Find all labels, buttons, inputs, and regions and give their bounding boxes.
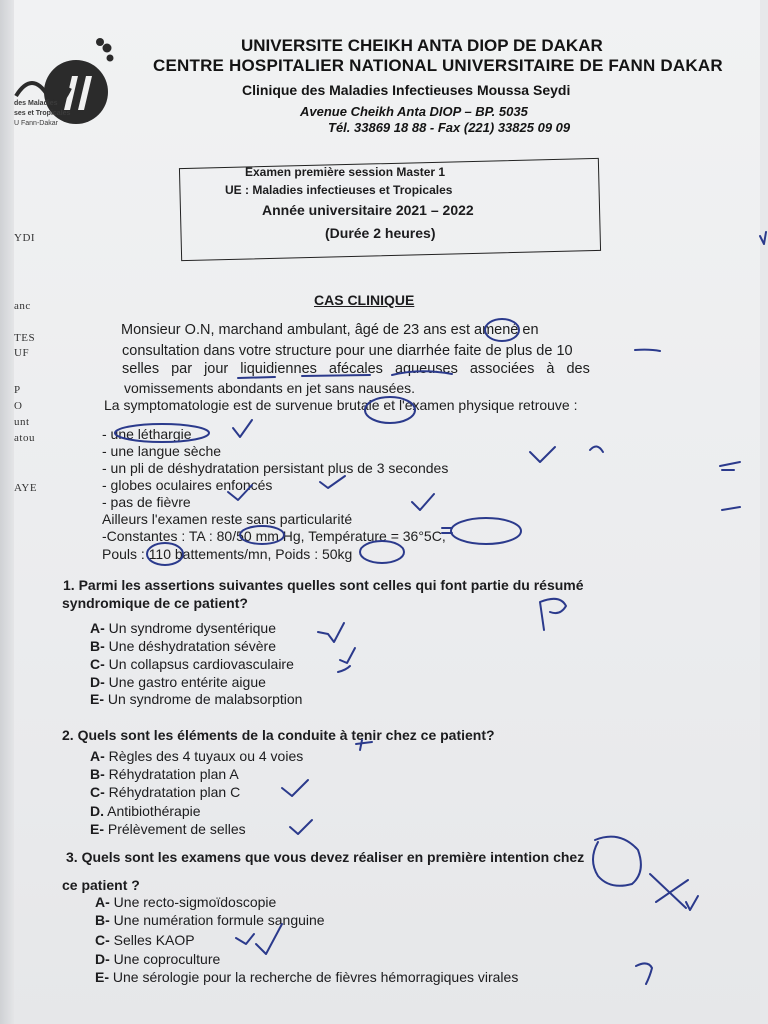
- case-intro: La symptomatologie est de survenue brutale et l'examen physique retrouve :: [104, 397, 578, 413]
- side-fragment: O: [14, 400, 23, 412]
- q1-option-e: E- Un syndrome de malabsorption: [90, 691, 303, 707]
- side-fragment: anc: [14, 300, 31, 312]
- finding-item: - globes oculaires enfoncés: [102, 477, 273, 493]
- margin-mark: [760, 232, 766, 244]
- contact: Tél. 33869 18 88 - Fax (221) 33825 09 09: [328, 120, 571, 135]
- case-title: CAS CLINIQUE: [314, 292, 415, 308]
- logo-caption-2: ses et Tropicales: [14, 110, 71, 117]
- q3-option-e: E- Une sérologie pour la recherche de fièvres hémorragiques virales: [95, 969, 519, 985]
- case-paragraph-line: consultation dans votre structure pour une diarrhée faite de plus de 10: [122, 343, 573, 359]
- q3-option-a: A- Une recto-sigmoïdoscopie: [95, 894, 277, 910]
- finding-item: - un pli de déshydratation persistant plus de 3 secondes: [102, 460, 449, 476]
- side-fragment: unt: [14, 416, 30, 428]
- q2-option-e: E- Prélèvement de selles: [90, 821, 246, 837]
- q1-option-d: D- Une gastro entérite aigue: [90, 674, 266, 690]
- finding-item: - une langue sèche: [102, 443, 222, 459]
- clinic-name: Clinique des Maladies Infectieuses Moussa Seydi: [242, 82, 571, 98]
- side-fragment: YDI: [14, 232, 36, 244]
- q3-option-d: D- Une coproculture: [95, 951, 221, 967]
- q1-option-b: B- Une déshydratation sévère: [90, 638, 276, 654]
- exam-duration: (Durée 2 heures): [325, 225, 436, 241]
- university-name: UNIVERSITE CHEIKH ANTA DIOP DE DAKAR: [241, 36, 603, 55]
- exam-year: Année universitaire 2021 – 2022: [262, 202, 474, 218]
- q2-option-d: D. Antibiothérapie: [90, 803, 201, 819]
- exam-ue: UE : Maladies infectieuses et Tropicales: [225, 183, 453, 197]
- side-fragment: P: [14, 384, 21, 396]
- side-fragment: TES: [14, 332, 36, 344]
- side-fragment: UF: [14, 347, 30, 359]
- side-fragment: atou: [14, 432, 35, 444]
- q1-option-c: C- Un collapsus cardiovasculaire: [90, 656, 294, 672]
- address: Avenue Cheikh Anta DIOP – BP. 5035: [300, 104, 528, 119]
- case-paragraph-line: vomissements abondants en jet sans nausées.: [124, 380, 416, 396]
- q2-option-b: B- Réhydratation plan A: [90, 766, 239, 782]
- q2-option-c: C- Réhydratation plan C: [90, 784, 241, 800]
- q3-option-c: C- Selles KAOP: [95, 932, 195, 948]
- page-edge: [0, 0, 14, 1024]
- logo-caption-3: U Fann-Dakar: [14, 120, 58, 127]
- q2-option-a: A- Règles des 4 tuyaux ou 4 voies: [90, 748, 304, 764]
- question-3-text: 3. Quels sont les examens que vous devez réaliser en première intention chez: [66, 849, 585, 865]
- vital-pulse: Pouls : 110 battements/mn, Poids : 50kg: [102, 546, 353, 562]
- question-1-text: syndromique de ce patient?: [62, 595, 248, 611]
- side-fragment: AYE: [14, 482, 38, 494]
- case-paragraph-line: Monsieur O.N, marchand ambulant, âgé de 23 ans est amené en: [121, 322, 539, 338]
- exam-other: Ailleurs l'examen reste sans particularité: [102, 511, 353, 527]
- question-1-text: 1. Parmi les assertions suivantes quelles sont celles qui font partie du résumé: [63, 577, 584, 593]
- q1-option-a: A- Un syndrome dysentérique: [90, 620, 276, 636]
- exam-session: Examen première session Master 1: [245, 165, 446, 179]
- vital-constants: -Constantes : TA : 80/50 mm Hg, Température = 36°5C,: [102, 528, 446, 544]
- hospital-name: CENTRE HOSPITALIER NATIONAL UNIVERSITAIRE DE FANN DAKAR: [153, 56, 723, 75]
- question-3-text: ce patient ?: [62, 877, 140, 893]
- question-2-text: 2. Quels sont les éléments de la conduite à tenir chez ce patient?: [62, 727, 495, 743]
- finding-item: - pas de fièvre: [102, 494, 191, 510]
- finding-item: - une léthargie: [102, 426, 192, 442]
- q3-option-b: B- Une numération formule sanguine: [95, 912, 325, 928]
- logo-caption-1: des Maladies: [14, 100, 58, 107]
- case-paragraph-line: selles par jour liquidiennes afécales aqueuses associées à des: [122, 361, 590, 377]
